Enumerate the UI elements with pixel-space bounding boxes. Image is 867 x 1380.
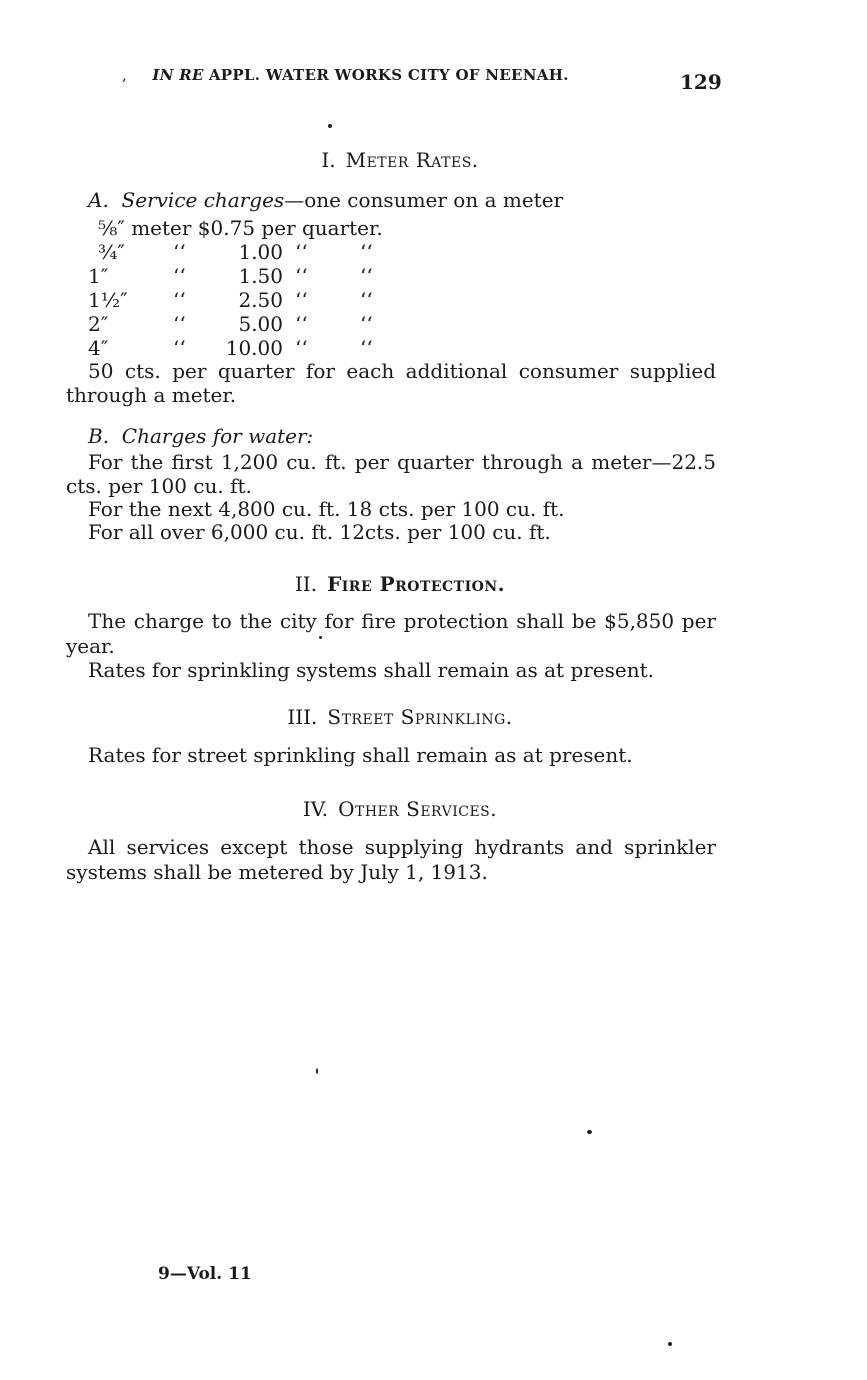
fire-protection-line-cont: year. (66, 634, 115, 658)
subsection-a-text: —one consumer on a meter (284, 188, 564, 212)
running-head-title: APPL. WATER WORKS CITY OF NEENAH. (208, 66, 569, 84)
table-row (88, 312, 390, 336)
scan-speck (587, 1130, 592, 1134)
other-services-line: All services except those supplying hydrants and sprinkler (88, 835, 716, 859)
scan-speck (668, 1342, 672, 1346)
ditto-mark: ‘‘ (295, 336, 308, 360)
subsection-a-heading (88, 188, 563, 212)
page-number: 129 (680, 70, 722, 94)
section-heading-fire-protection (0, 572, 800, 596)
table-row (88, 240, 390, 264)
section-number: I. (321, 148, 336, 172)
subsection-a-label: A. (88, 188, 109, 212)
section-heading-meter-rates (0, 148, 800, 172)
ditto-mark: ‘‘ (173, 312, 186, 336)
additional-consumer-line: 50 cts. per quarter for each additional consumer supplied (88, 359, 716, 383)
meter-size: ¾″ (98, 240, 125, 264)
meter-amount: 2.50 (238, 288, 283, 312)
ditto-mark: ‘‘ (295, 264, 308, 288)
meter-rate-text: meter $0.75 per quarter. (131, 216, 383, 240)
subsection-b-label: B. (88, 424, 110, 448)
ditto-mark: ‘‘ (360, 240, 373, 264)
section-title: Other Services. (338, 797, 498, 821)
scan-speck (316, 1068, 318, 1074)
section-number: II. (294, 572, 318, 596)
water-charge-line: For the next 4,800 cu. ft. 18 cts. per 100 cu. ft. (88, 497, 565, 521)
volume-signature: 9—Vol. 11 (158, 1264, 252, 1284)
meter-size: 1½″ (88, 288, 128, 312)
section-heading-other-services (0, 797, 800, 821)
meter-size: 2″ (88, 312, 109, 336)
meter-amount: 5.00 (238, 312, 283, 336)
ditto-mark: ‘‘ (360, 264, 373, 288)
meter-size: 1″ (88, 264, 109, 288)
section-heading-street-sprinkling (0, 705, 800, 729)
meter-amount: 1.00 (238, 240, 283, 264)
ditto-mark: ‘‘ (360, 288, 373, 312)
meter-row-first (98, 216, 383, 240)
section-number: III. (287, 705, 318, 729)
water-charge-line: For the first 1,200 cu. ft. per quarter through a meter—22.5 (88, 450, 716, 474)
meter-amount: 10.00 (225, 336, 283, 360)
table-row (88, 336, 390, 360)
section-number: IV. (302, 797, 329, 821)
water-charge-line-cont: cts. per 100 cu. ft. (66, 474, 252, 498)
meter-size: ⅝″ (98, 216, 125, 240)
street-sprinkling-line: Rates for street sprinkling shall remain as at present. (88, 743, 633, 767)
meter-amount: 1.50 (238, 264, 283, 288)
ditto-mark: ‘‘ (173, 336, 186, 360)
subsection-b-heading (88, 424, 313, 448)
fire-protection-line: The charge to the city for fire protection shall be $5,850 per (88, 609, 716, 633)
ditto-mark: ‘‘ (173, 264, 186, 288)
ditto-mark: ‘‘ (173, 288, 186, 312)
ditto-mark: ‘‘ (360, 336, 373, 360)
ditto-mark: ‘‘ (295, 288, 308, 312)
ditto-mark: ‘‘ (295, 312, 308, 336)
additional-consumer-line-cont: through a meter. (66, 383, 237, 407)
subsection-b-title: Charges for water: (121, 424, 314, 448)
sprinkling-systems-line: Rates for sprinkling systems shall remain as at present. (88, 658, 655, 682)
meter-rate-table (88, 240, 390, 360)
ditto-mark: ‘‘ (295, 240, 308, 264)
ditto-mark: ‘‘ (173, 240, 186, 264)
other-services-line-cont: systems shall be metered by July 1, 1913. (66, 860, 488, 884)
scan-speck (319, 636, 322, 639)
section-title: Fire Protection. (327, 572, 506, 596)
running-head-marker: , (122, 66, 128, 84)
table-row (88, 288, 390, 312)
ditto-mark: ‘‘ (360, 312, 373, 336)
water-charge-line: For all over 6,000 cu. ft. 12cts. per 100 cu. ft. (88, 520, 551, 544)
running-head-in-re: IN RE (152, 66, 204, 84)
meter-size: 4″ (88, 336, 109, 360)
subsection-a-title: Service charges (121, 188, 285, 212)
section-title: Meter Rates. (345, 148, 479, 172)
table-row (88, 264, 390, 288)
scan-speck (328, 124, 332, 128)
section-title: Street Sprinkling. (327, 705, 513, 729)
running-head (122, 66, 569, 84)
